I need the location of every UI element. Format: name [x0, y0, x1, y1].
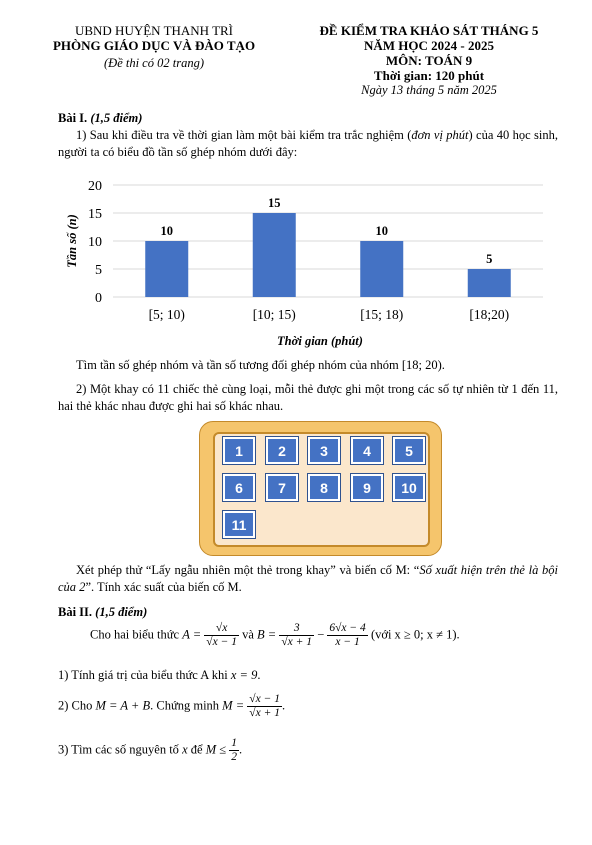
fraction-b1: $\frac{3}{√x + 1}$: [281, 622, 313, 648]
department-name: PHÒNG GIÁO DỤC VÀ ĐÀO TẠO: [52, 38, 256, 53]
fraction-a: $\frac{√x}{√x - 1}$: [206, 622, 237, 648]
header-right: [300, 23, 558, 98]
duration: Thời gian: 120 phút: [373, 68, 485, 83]
chart-bars: [145, 213, 511, 297]
x-tick-label-1: [10; 15): [252, 307, 296, 322]
number-card-11: 11: [222, 510, 256, 539]
exam-title: ĐỀ KIỂM TRA KHẢO SÁT THÁNG 5: [319, 23, 539, 38]
fraction-m: $\frac{√x - 1}{√x + 1}$: [249, 693, 280, 719]
number-card-1: 1: [222, 436, 256, 465]
chart-x-axis-label: Thời gian (phút): [277, 334, 363, 348]
section-2-heading: [58, 604, 558, 621]
y-tick-label: 20: [88, 179, 102, 194]
section-1-points: (1,5 điểm): [90, 111, 143, 125]
bar-1: [253, 213, 296, 297]
data-label-3: 5: [486, 252, 493, 266]
number-card-10: 10: [392, 473, 426, 502]
number-card-5: 5: [392, 436, 426, 465]
number-card-3: 3: [307, 436, 341, 465]
question-1-2-task: Xét phép thử “Lấy ngẫu nhiên một thẻ trong khay” và biến cố M: “Số xuất hiện trên thẻ là bội của 2”. Tính xác suất của biến cố M.: [58, 563, 558, 594]
number-card-7: 7: [265, 473, 299, 502]
data-label-0: 10: [160, 224, 173, 238]
chart-y-axis-label: Tần số (n): [65, 214, 79, 268]
y-tick-label: 10: [88, 235, 102, 250]
school-year: NĂM HỌC 2024 - 2025: [364, 38, 494, 53]
page-count-note: (Đề thi có 02 trang): [104, 56, 204, 70]
subject: MÔN: TOÁN 9: [385, 53, 473, 68]
chart-y-tick-labels: [88, 179, 102, 306]
number-card-8: 8: [307, 473, 341, 502]
fraction-half: $\frac{1}{2}$: [231, 737, 237, 763]
fraction-b2: $\frac{6√x - 4}{x - 1}$: [329, 622, 366, 648]
section-2-title: Bài II.: [58, 605, 96, 619]
frequency-bar-chart: [55, 170, 555, 355]
data-label-1: 15: [268, 196, 281, 210]
y-tick-label: 15: [88, 207, 102, 222]
question-1-1-text: 1) Sau khi điều tra về thời gian làm một bài kiểm tra trắc nghiệm (đơn vị phút) của 40 học sinh, người ta có biểu đồ tần số ghép nhóm dưới đây:: [58, 128, 558, 159]
number-card-9: 9: [350, 473, 384, 502]
section-2-intro: Cho hai biểu thức A = $\frac{√x}{√x - 1}$ và B = $\frac{3}{√x + 1}$ − $\frac{6√x - 4}{x - 1}$ (với x ≥ 0; x ≠ 1).: [90, 622, 460, 648]
section-2-points: (1,5 điểm): [95, 605, 148, 619]
number-card-2: 2: [265, 436, 299, 465]
bar-0: [145, 241, 188, 297]
chart-x-tick-labels: [149, 307, 510, 322]
bar-3: [468, 269, 511, 297]
question-2-2: 2) Cho M = A + B. Chứng minh M = $\frac{√x - 1}{√x + 1}$ .: [58, 693, 286, 719]
question-1-2-text: 2) Một khay có 11 chiếc thẻ cùng loại, mỗi thẻ được ghi một trong các số tự nhiên từ 1 đến 11, hai thẻ khác nhau được ghi hai số khác nhau.: [58, 382, 558, 413]
data-label-2: 10: [375, 224, 388, 238]
header-left: [38, 23, 270, 71]
y-tick-label: 5: [95, 263, 102, 278]
question-2-3: 3) Tìm các số nguyên tố x để M ≤ $\frac{1}{2}$ .: [58, 737, 243, 763]
section-1-heading: [58, 110, 558, 127]
chart-data-labels: [161, 196, 493, 266]
x-tick-label-0: [5; 10): [148, 307, 185, 322]
y-tick-label: 0: [95, 291, 102, 306]
question-1-1-task: Tìm tần số ghép nhóm và tần số tương đối ghép nhóm của nhóm [18; 20).: [76, 358, 445, 372]
bar-2: [360, 241, 403, 297]
number-card-4: 4: [350, 436, 384, 465]
exam-date: Ngày 13 tháng 5 năm 2025: [361, 83, 497, 97]
number-card-6: 6: [222, 473, 256, 502]
x-tick-label-2: [15; 18): [360, 307, 404, 322]
district-name: UBND HUYỆN THANH TRÌ: [74, 23, 234, 38]
x-tick-label-3: [18;20): [469, 307, 510, 322]
section-1-title: Bài I.: [58, 111, 91, 125]
question-2-1: 1) Tính giá trị của biểu thức A khi x = 9.: [58, 668, 261, 682]
